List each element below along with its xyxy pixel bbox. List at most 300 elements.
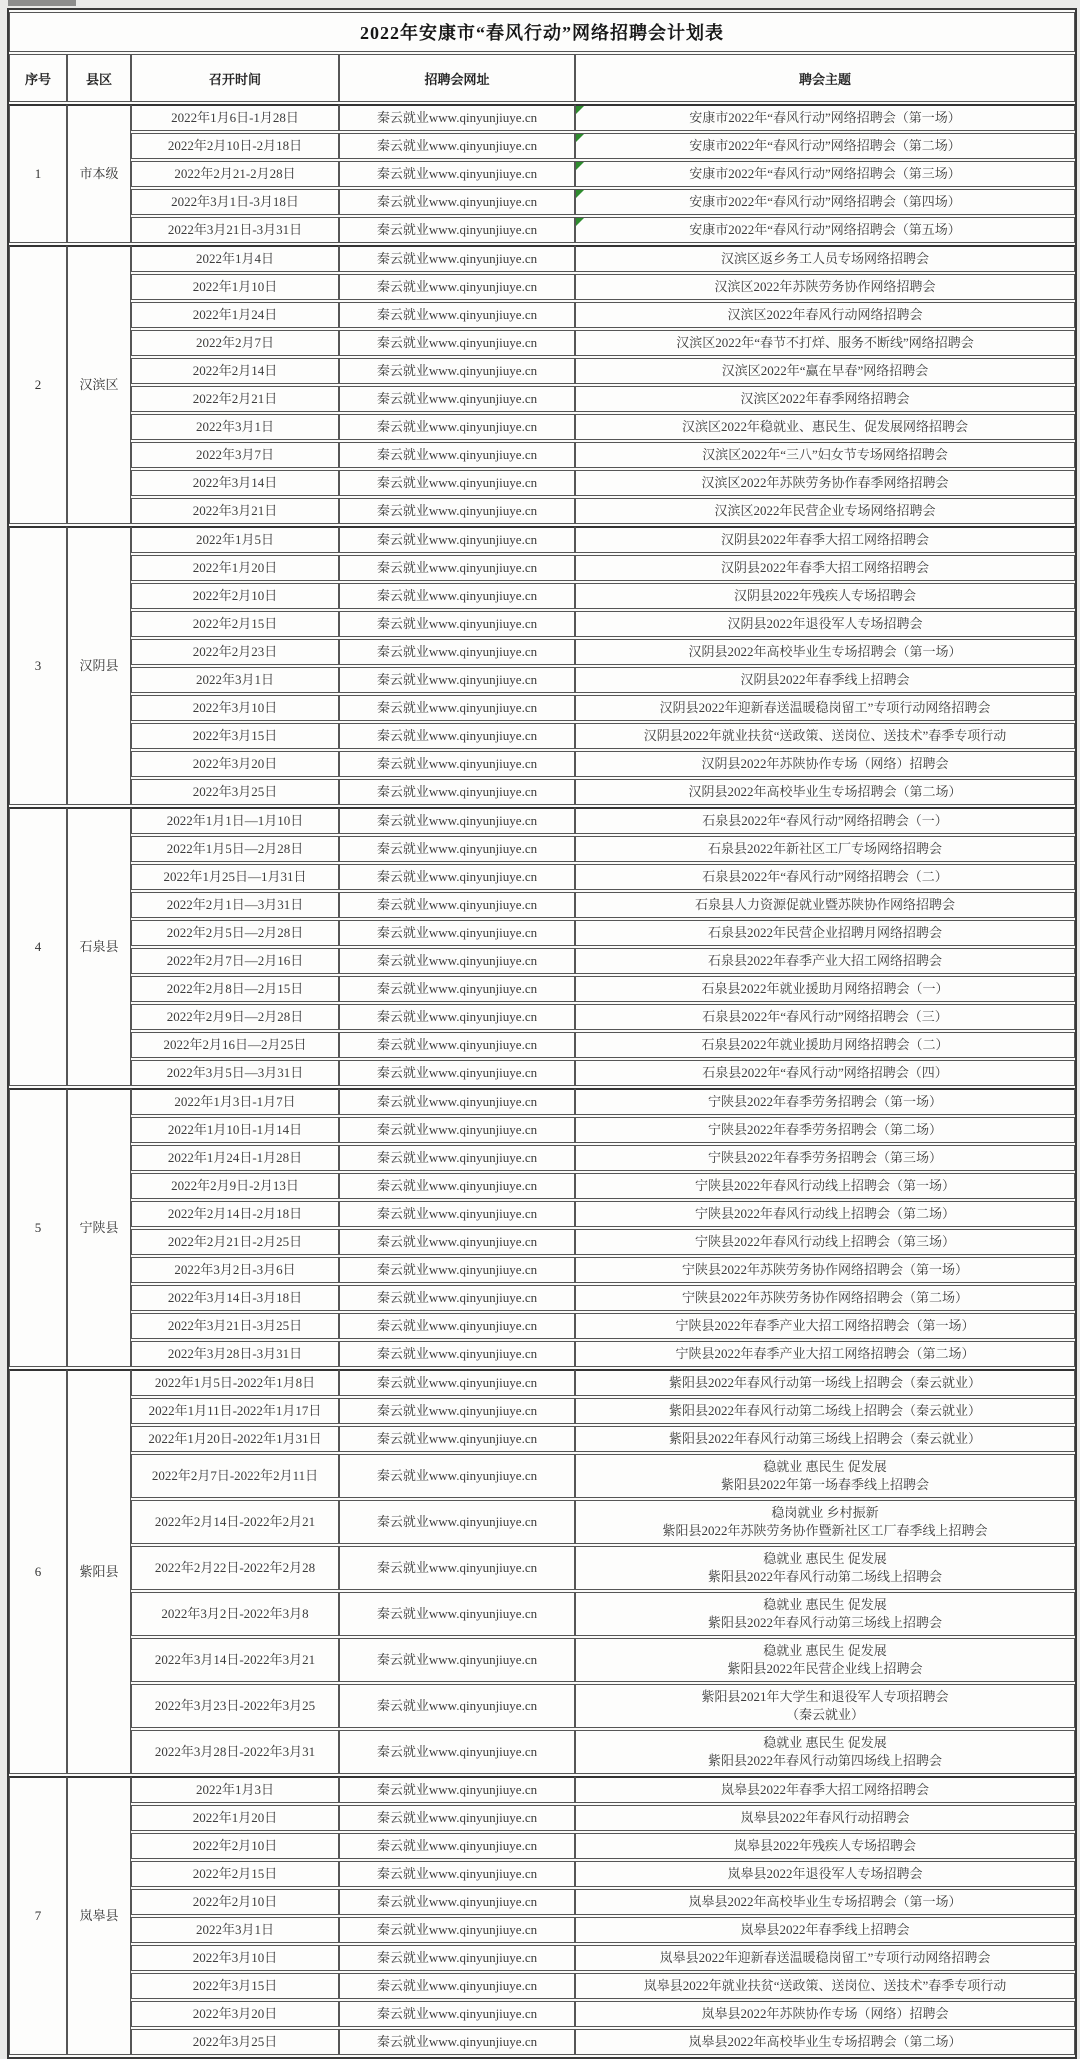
table-row xyxy=(9,1805,1075,1831)
district-cell: 汉滨区 xyxy=(67,245,131,524)
time-cell: 2022年2月21日-2月25日 xyxy=(131,1229,339,1255)
theme-text: 岚皋县2022年迎新春送温暖稳岗留工”专项行动网络招聘会 xyxy=(659,1950,991,1965)
theme-text: 汉滨区2022年苏陕劳务协作网络招聘会 xyxy=(714,279,936,294)
theme-text: 稳岗就业 乡村振新 xyxy=(771,1505,879,1520)
theme-cell xyxy=(575,2001,1075,2027)
theme-text: 汉滨区返乡务工人员专场网络招聘会 xyxy=(721,251,930,266)
table-row xyxy=(9,1173,1075,1199)
time-cell: 2022年1月3日 xyxy=(131,1776,339,1803)
time-cell: 2022年1月20日 xyxy=(131,555,339,581)
theme-text: 安康市2022年“春风行动”网络招聘会（第一场） xyxy=(689,110,961,125)
theme-text: 汉滨区2022年稳就业、惠民生、促发展网络招聘会 xyxy=(682,419,969,434)
theme-text: 石泉县2022年“春风行动”网络招聘会（二） xyxy=(702,869,948,884)
time-cell: 2022年1月6日-1月28日 xyxy=(131,104,339,131)
website-cell: 秦云就业www.qinyunjiuye.cn xyxy=(339,695,575,721)
time-cell: 2022年3月14日-2022年3月21 xyxy=(131,1638,339,1682)
district-cell: 汉阴县 xyxy=(67,526,131,805)
theme-text: 石泉县2022年就业援助月网络招聘会（二） xyxy=(701,1037,949,1052)
theme-cell xyxy=(575,1313,1075,1339)
theme-cell xyxy=(575,1500,1075,1544)
col-header-district: 县区 xyxy=(67,54,131,102)
time-cell: 2022年2月10日-2月18日 xyxy=(131,133,339,159)
col-header-website: 招聘会网址 xyxy=(339,54,575,102)
table-row xyxy=(9,302,1075,328)
theme-text: 宁陕县2022年春季产业大招工网络招聘会（第二场） xyxy=(675,1346,975,1361)
theme-text: 汉滨区2022年春季网络招聘会 xyxy=(740,391,910,406)
website-cell: 秦云就业www.qinyunjiuye.cn xyxy=(339,104,575,131)
time-cell: 2022年2月16日—2月25日 xyxy=(131,1032,339,1058)
table-row xyxy=(9,1257,1075,1283)
section-number-cell: 1 xyxy=(9,104,67,243)
time-cell: 2022年2月14日-2月18日 xyxy=(131,1201,339,1227)
time-cell: 2022年3月21日 xyxy=(131,498,339,524)
theme-cell xyxy=(575,1398,1075,1424)
theme-cell xyxy=(575,723,1075,749)
time-cell: 2022年3月20日 xyxy=(131,751,339,777)
table-row xyxy=(9,836,1075,862)
time-cell: 2022年2月10日 xyxy=(131,583,339,609)
time-cell: 2022年1月5日 xyxy=(131,526,339,553)
theme-text: 岚皋县2022年苏陕协作专场（网络）招聘会 xyxy=(701,2006,949,2021)
theme-text: 宁陕县2022年苏陕劳务协作网络招聘会（第一场） xyxy=(682,1262,969,1277)
time-cell: 2022年3月5日—3月31日 xyxy=(131,1060,339,1086)
time-cell: 2022年2月21-2月28日 xyxy=(131,161,339,187)
table-row xyxy=(9,1341,1075,1367)
theme-text: 稳就业 惠民生 促发展 xyxy=(763,1551,887,1566)
time-cell: 2022年2月15日 xyxy=(131,1861,339,1887)
time-cell: 2022年2月7日-2022年2月11日 xyxy=(131,1454,339,1498)
scrollbar-artifact xyxy=(8,0,76,6)
theme-cell xyxy=(575,583,1075,609)
website-cell: 秦云就业www.qinyunjiuye.cn xyxy=(339,892,575,918)
theme-cell xyxy=(575,611,1075,637)
theme-text: 安康市2022年“春风行动”网络招聘会（第五场） xyxy=(689,222,961,237)
website-cell: 秦云就业www.qinyunjiuye.cn xyxy=(339,1973,575,1999)
website-cell: 秦云就业www.qinyunjiuye.cn xyxy=(339,667,575,693)
theme-text-line2: （秦云就业） xyxy=(786,1707,865,1722)
theme-cell xyxy=(575,104,1075,131)
table-row xyxy=(9,1973,1075,1999)
theme-text: 稳就业 惠民生 促发展 xyxy=(763,1459,887,1474)
theme-cell xyxy=(575,442,1075,468)
time-cell: 2022年1月20日 xyxy=(131,1805,339,1831)
section-number-cell: 4 xyxy=(9,807,67,1086)
table-row xyxy=(9,667,1075,693)
time-cell: 2022年2月7日—2月16日 xyxy=(131,948,339,974)
time-cell: 2022年2月5日—2月28日 xyxy=(131,920,339,946)
time-cell: 2022年1月24日-1月28日 xyxy=(131,1145,339,1171)
theme-text-line2: 紫阳县2022年民营企业线上招聘会 xyxy=(727,1661,923,1676)
theme-text: 汉滨区2022年民营企业专场网络招聘会 xyxy=(714,503,936,518)
time-cell: 2022年3月25日 xyxy=(131,2029,339,2055)
website-cell: 秦云就业www.qinyunjiuye.cn xyxy=(339,330,575,356)
theme-text: 安康市2022年“春风行动”网络招聘会（第二场） xyxy=(689,138,961,153)
theme-cell xyxy=(575,1229,1075,1255)
website-cell: 秦云就业www.qinyunjiuye.cn xyxy=(339,1285,575,1311)
theme-text: 宁陕县2022年春风行动线上招聘会（第一场） xyxy=(695,1178,956,1193)
time-cell: 2022年3月20日 xyxy=(131,2001,339,2027)
table-row xyxy=(9,2001,1075,2027)
theme-text: 岚皋县2022年春风行动招聘会 xyxy=(740,1810,910,1825)
theme-cell xyxy=(575,1426,1075,1452)
time-cell: 2022年1月3日-1月7日 xyxy=(131,1088,339,1115)
website-cell: 秦云就业www.qinyunjiuye.cn xyxy=(339,526,575,553)
table-row xyxy=(9,1500,1075,1544)
theme-cell xyxy=(575,1592,1075,1636)
website-cell: 秦云就业www.qinyunjiuye.cn xyxy=(339,1889,575,1915)
table-row xyxy=(9,1889,1075,1915)
green-corner-flag-icon xyxy=(576,106,584,114)
theme-cell xyxy=(575,1257,1075,1283)
section-number-cell: 6 xyxy=(9,1369,67,1774)
theme-cell xyxy=(575,217,1075,243)
theme-text: 稳就业 惠民生 促发展 xyxy=(763,1597,887,1612)
theme-cell xyxy=(575,414,1075,440)
theme-cell xyxy=(575,807,1075,834)
theme-cell xyxy=(575,386,1075,412)
website-cell: 秦云就业www.qinyunjiuye.cn xyxy=(339,245,575,272)
website-cell: 秦云就业www.qinyunjiuye.cn xyxy=(339,1833,575,1859)
table-row xyxy=(9,583,1075,609)
theme-cell xyxy=(575,330,1075,356)
time-cell: 2022年3月10日 xyxy=(131,695,339,721)
theme-text: 紫阳县2021年大学生和退役军人专项招聘会 xyxy=(701,1689,949,1704)
theme-cell xyxy=(575,1917,1075,1943)
table-row xyxy=(9,695,1075,721)
table-row xyxy=(9,1426,1075,1452)
website-cell: 秦云就业www.qinyunjiuye.cn xyxy=(339,1917,575,1943)
website-cell: 秦云就业www.qinyunjiuye.cn xyxy=(339,1229,575,1255)
website-cell: 秦云就业www.qinyunjiuye.cn xyxy=(339,1341,575,1367)
time-cell: 2022年3月1日-3月18日 xyxy=(131,189,339,215)
time-cell: 2022年2月14日-2022年2月21 xyxy=(131,1500,339,1544)
section-number-cell: 5 xyxy=(9,1088,67,1367)
time-cell: 2022年3月7日 xyxy=(131,442,339,468)
theme-cell xyxy=(575,1117,1075,1143)
time-cell: 2022年3月1日 xyxy=(131,1917,339,1943)
theme-cell xyxy=(575,1285,1075,1311)
district-cell: 紫阳县 xyxy=(67,1369,131,1774)
table-row xyxy=(9,1032,1075,1058)
green-corner-flag-icon xyxy=(576,162,584,170)
website-cell: 秦云就业www.qinyunjiuye.cn xyxy=(339,1638,575,1682)
time-cell: 2022年2月8日—2月15日 xyxy=(131,976,339,1002)
time-cell: 2022年1月5日—2月28日 xyxy=(131,836,339,862)
theme-cell xyxy=(575,864,1075,890)
theme-cell xyxy=(575,302,1075,328)
table-row xyxy=(9,779,1075,805)
website-cell: 秦云就业www.qinyunjiuye.cn xyxy=(339,1546,575,1590)
green-corner-flag-icon xyxy=(576,134,584,142)
theme-text-line2: 紫阳县2022年春风行动第三场线上招聘会 xyxy=(708,1615,943,1630)
theme-text-line2: 紫阳县2022年春风行动第二场线上招聘会 xyxy=(708,1569,943,1584)
table-row xyxy=(9,1004,1075,1030)
theme-cell xyxy=(575,920,1075,946)
theme-text: 汉滨区2022年春风行动网络招聘会 xyxy=(727,307,923,322)
theme-cell xyxy=(575,1454,1075,1498)
time-cell: 2022年2月14日 xyxy=(131,358,339,384)
website-cell: 秦云就业www.qinyunjiuye.cn xyxy=(339,133,575,159)
time-cell: 2022年3月2日-2022年3月8 xyxy=(131,1592,339,1636)
time-cell: 2022年1月4日 xyxy=(131,245,339,272)
theme-text: 紫阳县2022年春风行动第一场线上招聘会（秦云就业） xyxy=(669,1375,982,1390)
website-cell: 秦云就业www.qinyunjiuye.cn xyxy=(339,1684,575,1728)
theme-cell xyxy=(575,470,1075,496)
website-cell: 秦云就业www.qinyunjiuye.cn xyxy=(339,1145,575,1171)
theme-cell xyxy=(575,189,1075,215)
website-cell: 秦云就业www.qinyunjiuye.cn xyxy=(339,1500,575,1544)
table-row xyxy=(9,1285,1075,1311)
theme-cell xyxy=(575,1546,1075,1590)
website-cell: 秦云就业www.qinyunjiuye.cn xyxy=(339,1454,575,1498)
theme-cell xyxy=(575,1032,1075,1058)
theme-cell xyxy=(575,1833,1075,1859)
website-cell: 秦云就业www.qinyunjiuye.cn xyxy=(339,555,575,581)
theme-text: 汉滨区2022年“春节不打烊、服务不断线”网络招聘会 xyxy=(676,335,974,350)
theme-cell xyxy=(575,274,1075,300)
green-corner-flag-icon xyxy=(576,190,584,198)
table-row xyxy=(9,1117,1075,1143)
col-header-theme: 聘会主题 xyxy=(575,54,1075,102)
time-cell: 2022年1月5日-2022年1月8日 xyxy=(131,1369,339,1396)
theme-cell xyxy=(575,245,1075,272)
table-row xyxy=(9,1638,1075,1682)
theme-cell xyxy=(575,1088,1075,1115)
time-cell: 2022年2月23日 xyxy=(131,639,339,665)
theme-cell xyxy=(575,1341,1075,1367)
table-row xyxy=(9,274,1075,300)
theme-cell xyxy=(575,1889,1075,1915)
theme-cell xyxy=(575,1730,1075,1774)
theme-cell xyxy=(575,2029,1075,2055)
website-cell: 秦云就业www.qinyunjiuye.cn xyxy=(339,1426,575,1452)
table-row xyxy=(9,1313,1075,1339)
theme-cell xyxy=(575,1173,1075,1199)
website-cell: 秦云就业www.qinyunjiuye.cn xyxy=(339,302,575,328)
time-cell: 2022年3月21日-3月25日 xyxy=(131,1313,339,1339)
time-cell: 2022年3月25日 xyxy=(131,779,339,805)
theme-cell xyxy=(575,1973,1075,1999)
time-cell: 2022年3月15日 xyxy=(131,1973,339,1999)
website-cell: 秦云就业www.qinyunjiuye.cn xyxy=(339,1592,575,1636)
table-row xyxy=(9,1917,1075,1943)
theme-text: 汉阴县2022年高校毕业生专场招聘会（第二场） xyxy=(688,784,962,799)
theme-text: 石泉县2022年“春风行动”网络招聘会（三） xyxy=(702,1009,948,1024)
time-cell: 2022年3月10日 xyxy=(131,1945,339,1971)
table-row xyxy=(9,358,1075,384)
website-cell: 秦云就业www.qinyunjiuye.cn xyxy=(339,751,575,777)
time-cell: 2022年1月25日—1月31日 xyxy=(131,864,339,890)
website-cell: 秦云就业www.qinyunjiuye.cn xyxy=(339,1201,575,1227)
website-cell: 秦云就业www.qinyunjiuye.cn xyxy=(339,1032,575,1058)
website-cell: 秦云就业www.qinyunjiuye.cn xyxy=(339,498,575,524)
time-cell: 2022年2月22日-2022年2月28 xyxy=(131,1546,339,1590)
theme-text: 岚皋县2022年残疾人专场招聘会 xyxy=(734,1838,917,1853)
table-row xyxy=(9,1060,1075,1086)
website-cell: 秦云就业www.qinyunjiuye.cn xyxy=(339,442,575,468)
website-cell: 秦云就业www.qinyunjiuye.cn xyxy=(339,1173,575,1199)
job-fair-plan-table xyxy=(7,8,1077,2059)
theme-text: 岚皋县2022年退役军人专场招聘会 xyxy=(727,1866,923,1881)
theme-cell xyxy=(575,1776,1075,1803)
theme-text: 岚皋县2022年就业扶贫“送政策、送岗位、送技术”春季专项行动 xyxy=(643,1978,1007,1993)
table-title-row xyxy=(9,12,1075,52)
theme-cell xyxy=(575,526,1075,553)
time-cell: 2022年3月28日-2022年3月31 xyxy=(131,1730,339,1774)
website-cell: 秦云就业www.qinyunjiuye.cn xyxy=(339,1313,575,1339)
theme-cell xyxy=(575,1369,1075,1396)
table-row xyxy=(9,1369,1075,1396)
table-row xyxy=(9,470,1075,496)
theme-text: 石泉县2022年就业援助月网络招聘会（一） xyxy=(701,981,949,996)
theme-cell xyxy=(575,133,1075,159)
theme-cell xyxy=(575,751,1075,777)
theme-text: 汉滨区2022年苏陕劳务协作春季网络招聘会 xyxy=(701,475,949,490)
table-row xyxy=(9,442,1075,468)
table-row xyxy=(9,1684,1075,1728)
website-cell: 秦云就业www.qinyunjiuye.cn xyxy=(339,611,575,637)
time-cell: 2022年3月23日-2022年3月25 xyxy=(131,1684,339,1728)
time-cell: 2022年1月10日-1月14日 xyxy=(131,1117,339,1143)
website-cell: 秦云就业www.qinyunjiuye.cn xyxy=(339,583,575,609)
table-row xyxy=(9,1776,1075,1803)
theme-text: 紫阳县2022年春风行动第三场线上招聘会（秦云就业） xyxy=(669,1431,982,1446)
table-row xyxy=(9,245,1075,272)
theme-text: 汉阴县2022年残疾人专场招聘会 xyxy=(734,588,917,603)
theme-text: 宁陕县2022年春风行动线上招聘会（第二场） xyxy=(695,1206,956,1221)
website-cell: 秦云就业www.qinyunjiuye.cn xyxy=(339,1369,575,1396)
theme-text: 稳就业 惠民生 促发展 xyxy=(763,1735,887,1750)
table-row xyxy=(9,1454,1075,1498)
table-row xyxy=(9,611,1075,637)
district-cell: 石泉县 xyxy=(67,807,131,1086)
section-number-cell: 7 xyxy=(9,1776,67,2055)
theme-text: 宁陕县2022年春季劳务招聘会（第一场） xyxy=(708,1094,943,1109)
table-row xyxy=(9,1861,1075,1887)
district-cell: 市本级 xyxy=(67,104,131,243)
theme-text: 石泉县2022年“春风行动”网络招聘会（一） xyxy=(702,813,948,828)
table-row xyxy=(9,920,1075,946)
theme-text: 石泉县2022年春季产业大招工网络招聘会 xyxy=(708,953,943,968)
theme-text: 汉滨区2022年“赢在早春”网络招聘会 xyxy=(721,363,929,378)
table-row xyxy=(9,1945,1075,1971)
table-row xyxy=(9,639,1075,665)
time-cell: 2022年2月10日 xyxy=(131,1889,339,1915)
table-row xyxy=(9,526,1075,553)
theme-text: 紫阳县2022年春风行动第二场线上招聘会（秦云就业） xyxy=(669,1403,982,1418)
table-row xyxy=(9,1546,1075,1590)
page-title: 2022年安康市“春风行动”网络招聘会计划表 xyxy=(9,12,1075,52)
theme-text: 稳就业 惠民生 促发展 xyxy=(763,1643,887,1658)
website-cell: 秦云就业www.qinyunjiuye.cn xyxy=(339,807,575,834)
website-cell: 秦云就业www.qinyunjiuye.cn xyxy=(339,1004,575,1030)
theme-text: 汉阴县2022年退役军人专场招聘会 xyxy=(727,616,923,631)
theme-text: 石泉县2022年“春风行动”网络招聘会（四） xyxy=(702,1065,948,1080)
section-number-cell: 2 xyxy=(9,245,67,524)
table-row xyxy=(9,1398,1075,1424)
time-cell: 2022年2月7日 xyxy=(131,330,339,356)
table-row xyxy=(9,189,1075,215)
time-cell: 2022年3月1日 xyxy=(131,667,339,693)
website-cell: 秦云就业www.qinyunjiuye.cn xyxy=(339,639,575,665)
theme-text: 汉阴县2022年春季大招工网络招聘会 xyxy=(721,532,930,547)
table-row xyxy=(9,104,1075,131)
time-cell: 2022年3月21日-3月31日 xyxy=(131,217,339,243)
time-cell: 2022年3月14日 xyxy=(131,470,339,496)
time-cell: 2022年3月28日-3月31日 xyxy=(131,1341,339,1367)
table-row xyxy=(9,133,1075,159)
theme-text: 岚皋县2022年高校毕业生专场招聘会（第二场） xyxy=(688,2034,962,2049)
theme-cell xyxy=(575,667,1075,693)
table-row xyxy=(9,161,1075,187)
time-cell: 2022年2月21日 xyxy=(131,386,339,412)
table-row xyxy=(9,864,1075,890)
theme-cell xyxy=(575,695,1075,721)
table-row xyxy=(9,1201,1075,1227)
table-row xyxy=(9,217,1075,243)
theme-text: 汉阴县2022年春季大招工网络招聘会 xyxy=(721,560,930,575)
theme-text: 安康市2022年“春风行动”网络招聘会（第四场） xyxy=(689,194,961,209)
table-row xyxy=(9,723,1075,749)
theme-cell xyxy=(575,836,1075,862)
website-cell: 秦云就业www.qinyunjiuye.cn xyxy=(339,1861,575,1887)
col-header-time: 召开时间 xyxy=(131,54,339,102)
theme-cell xyxy=(575,779,1075,805)
theme-text: 汉阴县2022年高校毕业生专场招聘会（第一场） xyxy=(688,644,962,659)
time-cell: 2022年1月11日-2022年1月17日 xyxy=(131,1398,339,1424)
theme-text: 石泉县2022年民营企业招聘月网络招聘会 xyxy=(708,925,943,940)
time-cell: 2022年2月10日 xyxy=(131,1833,339,1859)
theme-cell xyxy=(575,976,1075,1002)
theme-cell xyxy=(575,1638,1075,1682)
theme-text: 岚皋县2022年春季线上招聘会 xyxy=(740,1922,910,1937)
website-cell: 秦云就业www.qinyunjiuye.cn xyxy=(339,1805,575,1831)
table-row xyxy=(9,498,1075,524)
theme-text-line2: 紫阳县2022年苏陕劳务协作暨新社区工厂春季线上招聘会 xyxy=(662,1523,988,1538)
table-row xyxy=(9,1730,1075,1774)
website-cell: 秦云就业www.qinyunjiuye.cn xyxy=(339,1776,575,1803)
theme-cell xyxy=(575,498,1075,524)
time-cell: 2022年1月10日 xyxy=(131,274,339,300)
time-cell: 2022年3月1日 xyxy=(131,414,339,440)
time-cell: 2022年2月15日 xyxy=(131,611,339,637)
website-cell: 秦云就业www.qinyunjiuye.cn xyxy=(339,1060,575,1086)
theme-cell xyxy=(575,1145,1075,1171)
theme-text: 汉阴县2022年苏陕协作专场（网络）招聘会 xyxy=(701,756,949,771)
table-row xyxy=(9,976,1075,1002)
section-number-cell: 3 xyxy=(9,526,67,805)
theme-text: 汉阴县2022年迎新春送温暖稳岗留工”专项行动网络招聘会 xyxy=(659,700,991,715)
theme-text: 宁陕县2022年春季劳务招聘会（第二场） xyxy=(708,1122,943,1137)
website-cell: 秦云就业www.qinyunjiuye.cn xyxy=(339,779,575,805)
theme-cell xyxy=(575,1004,1075,1030)
time-cell: 2022年1月1日—1月10日 xyxy=(131,807,339,834)
time-cell: 2022年3月2日-3月6日 xyxy=(131,1257,339,1283)
theme-text-line2: 紫阳县2022年第一场春季线上招聘会 xyxy=(721,1477,930,1492)
website-cell: 秦云就业www.qinyunjiuye.cn xyxy=(339,358,575,384)
website-cell: 秦云就业www.qinyunjiuye.cn xyxy=(339,2029,575,2055)
theme-cell xyxy=(575,1201,1075,1227)
theme-text: 汉滨区2022年“三八”妇女节专场网络招聘会 xyxy=(702,447,948,462)
theme-text: 汉阴县2022年春季线上招聘会 xyxy=(740,672,910,687)
theme-cell xyxy=(575,948,1075,974)
table-row xyxy=(9,1833,1075,1859)
theme-cell xyxy=(575,555,1075,581)
website-cell: 秦云就业www.qinyunjiuye.cn xyxy=(339,1398,575,1424)
time-cell: 2022年2月9日—2月28日 xyxy=(131,1004,339,1030)
table-row xyxy=(9,1229,1075,1255)
website-cell: 秦云就业www.qinyunjiuye.cn xyxy=(339,217,575,243)
